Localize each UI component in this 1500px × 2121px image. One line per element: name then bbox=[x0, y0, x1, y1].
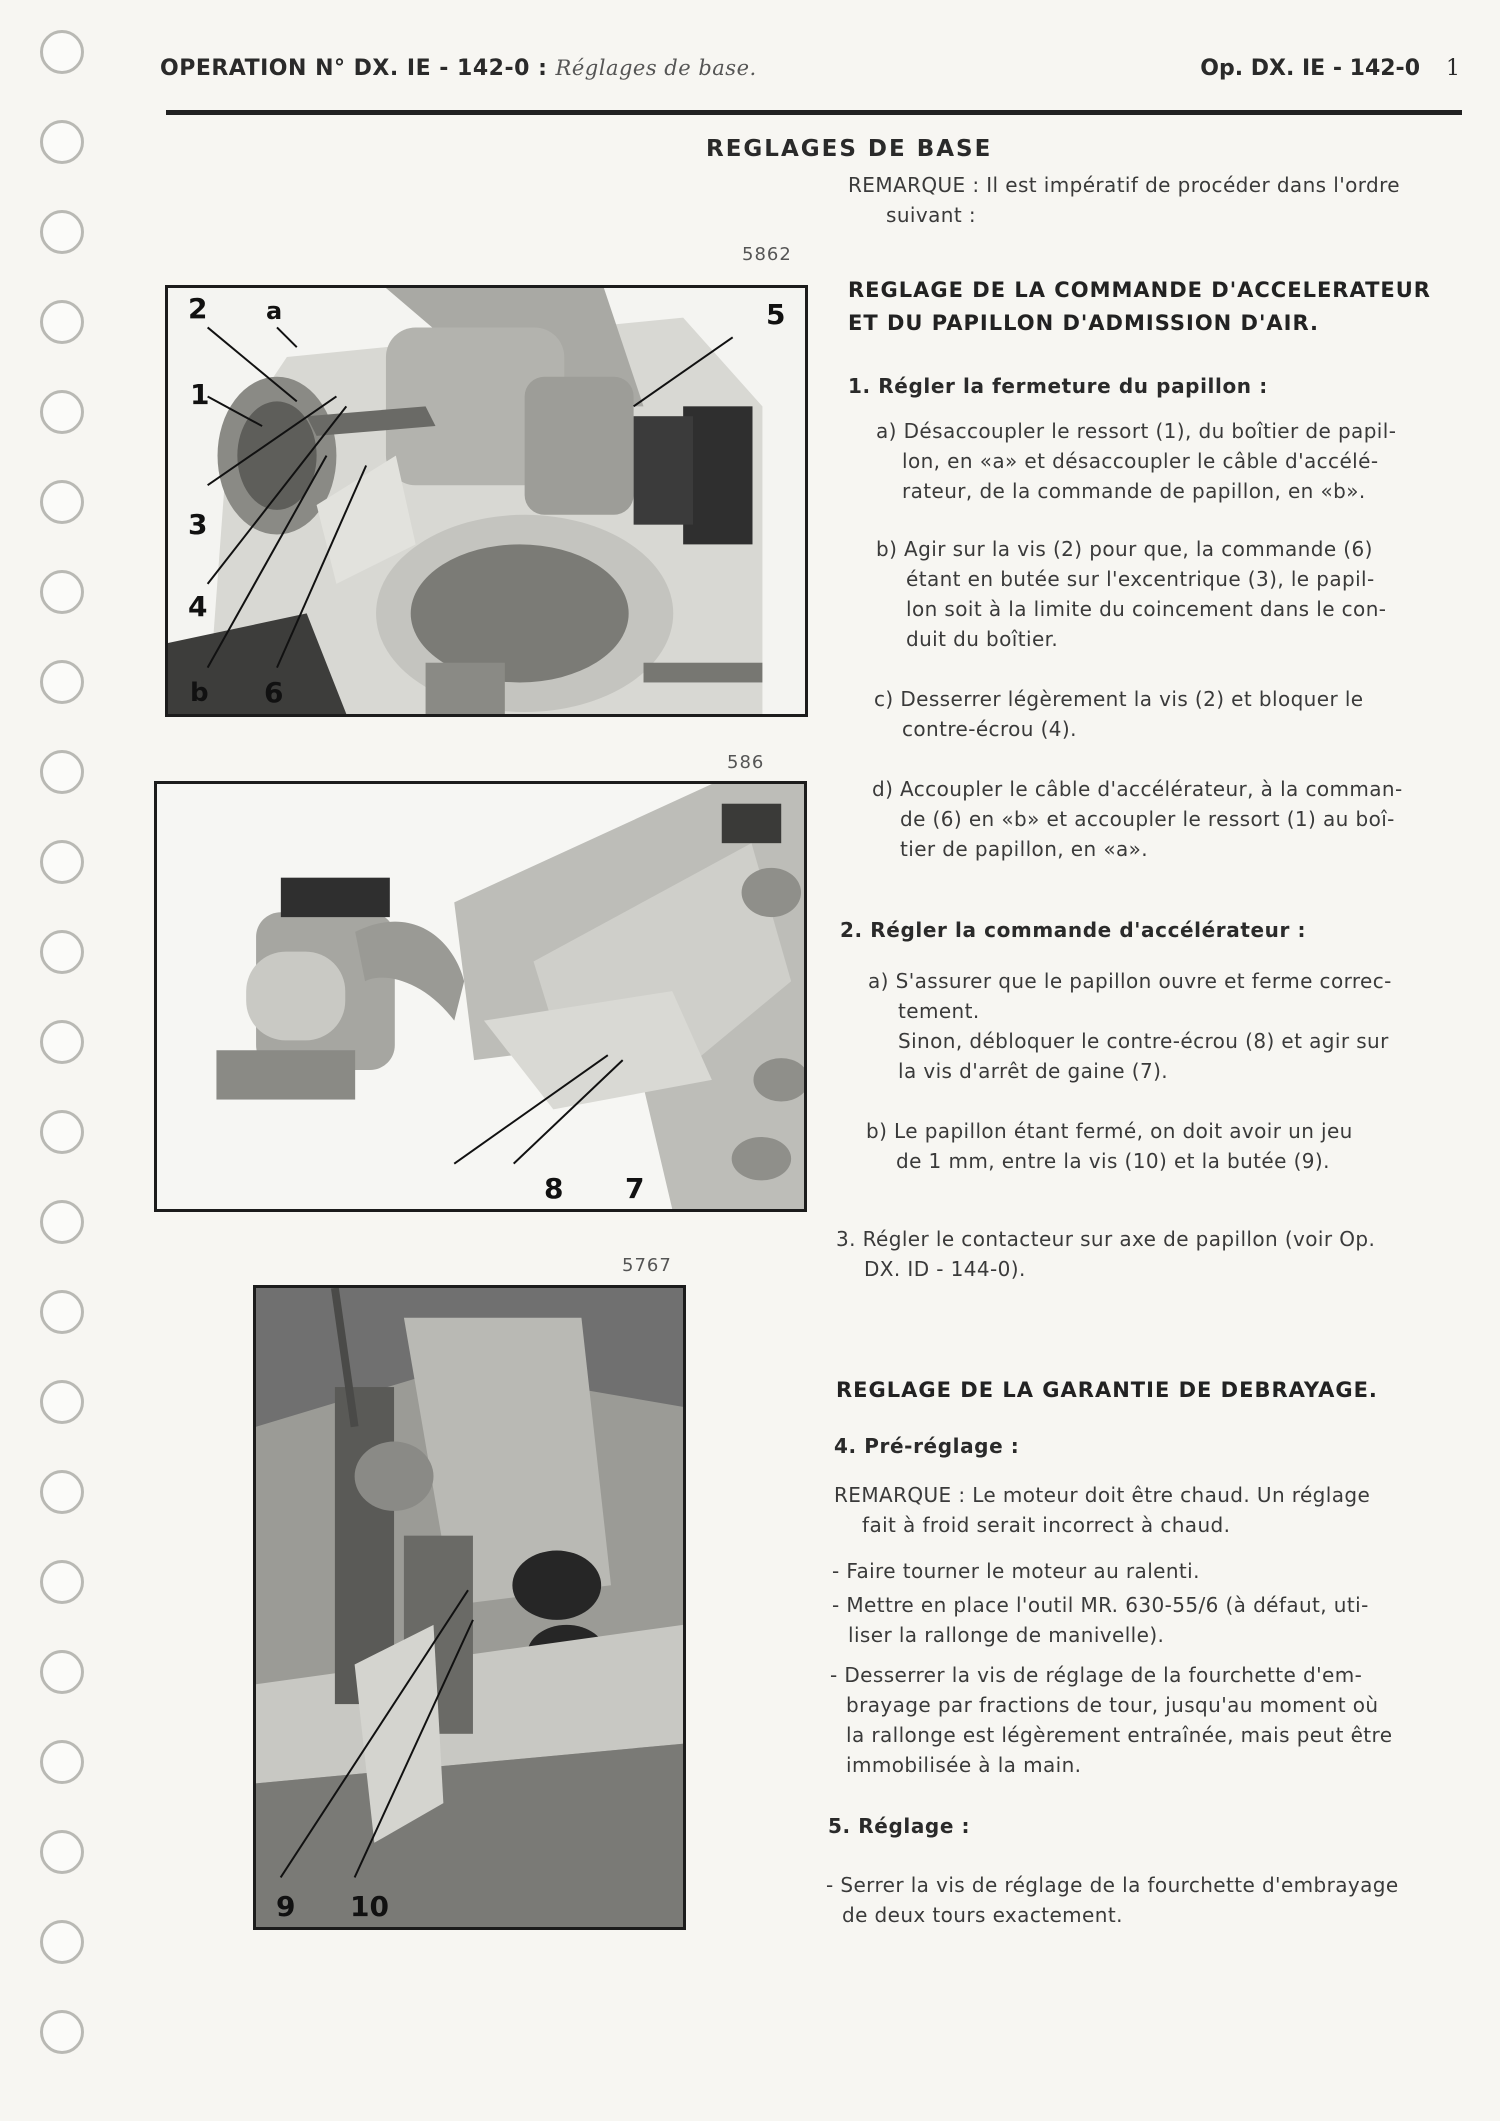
binder-hole bbox=[40, 1020, 84, 1064]
binder-hole bbox=[40, 390, 84, 434]
step-4-title: 4. Pré-réglage : bbox=[834, 1434, 1020, 1458]
callout-9: 9 bbox=[276, 1890, 296, 1923]
callout-3: 3 bbox=[188, 508, 208, 541]
step-4-item-line: immobilisée à la main. bbox=[846, 1753, 1082, 1777]
step-4-item-line: - Faire tourner le moteur au ralenti. bbox=[832, 1559, 1200, 1583]
step-1d-line: tier de papillon, en «a». bbox=[900, 837, 1149, 861]
step-4-item-line: liser la rallonge de manivelle). bbox=[848, 1623, 1165, 1647]
step-3-line: DX. ID - 144-0). bbox=[864, 1257, 1026, 1281]
photo-intake-manifold bbox=[154, 781, 807, 1212]
binder-hole bbox=[40, 2010, 84, 2054]
photo-throttle-body bbox=[165, 285, 808, 717]
step-1c-line: c) Desserrer légèrement la vis (2) et bloquer le bbox=[874, 687, 1364, 711]
step-1-title: 1. Régler la fermeture du papillon : bbox=[848, 374, 1268, 398]
step-2a-line: la vis d'arrêt de gaine (7). bbox=[898, 1059, 1169, 1083]
callout-10: 10 bbox=[350, 1890, 389, 1923]
callout-2: 2 bbox=[188, 292, 208, 325]
step-5-item-line: - Serrer la vis de réglage de la fourchette d'embrayage bbox=[826, 1873, 1399, 1897]
page-title: REGLAGES DE BASE bbox=[706, 136, 993, 162]
step-1a-line: rateur, de la commande de papillon, en «b». bbox=[902, 479, 1366, 503]
binder-hole bbox=[40, 1920, 84, 1964]
step-1d-line: de (6) en «b» et accoupler le ressort (1) au boî- bbox=[900, 807, 1395, 831]
operation-ref: Op. DX. IE - 142-0 bbox=[1200, 56, 1420, 81]
step-4-remark-line: REMARQUE : Le moteur doit être chaud. Un réglage bbox=[834, 1483, 1371, 1507]
photo-number: 5862 bbox=[742, 244, 792, 265]
binder-hole bbox=[40, 1470, 84, 1514]
throttle-body-illustration bbox=[168, 288, 805, 714]
intake-manifold-illustration bbox=[157, 784, 804, 1209]
step-4-item-line: - Desserrer la vis de réglage de la fourchette d'em- bbox=[830, 1663, 1363, 1687]
step-2a-line: tement. bbox=[898, 999, 980, 1023]
operation-subtitle: Réglages de base. bbox=[555, 56, 757, 80]
binder-hole bbox=[40, 1740, 84, 1784]
section-heading: REGLAGE DE LA GARANTIE DE DEBRAYAGE. bbox=[836, 1378, 1378, 1402]
step-1c-line: contre-écrou (4). bbox=[902, 717, 1077, 741]
step-2b-line: de 1 mm, entre la vis (10) et la butée (9). bbox=[896, 1149, 1330, 1173]
step-2-title: 2. Régler la commande d'accélérateur : bbox=[840, 918, 1307, 942]
operation-title bbox=[160, 56, 757, 81]
step-2b-line: b) Le papillon étant fermé, on doit avoir un jeu bbox=[866, 1119, 1353, 1143]
step-2a-line: a) S'assurer que le papillon ouvre et ferme correc- bbox=[868, 969, 1392, 993]
step-1d-line: d) Accoupler le câble d'accélérateur, à la comman- bbox=[872, 777, 1403, 801]
step-4-item-line: - Mettre en place l'outil MR. 630-55/6 (à défaut, uti- bbox=[832, 1593, 1369, 1617]
step-5-title: 5. Réglage : bbox=[828, 1814, 971, 1838]
photo-number: 586 bbox=[727, 752, 765, 773]
callout-5: 5 bbox=[766, 298, 786, 331]
binder-hole bbox=[40, 210, 84, 254]
step-4-item-line: brayage par fractions de tour, jusqu'au moment où bbox=[846, 1693, 1379, 1717]
operation-number: OPERATION N° DX. IE - 142-0 : bbox=[160, 56, 548, 81]
binder-hole bbox=[40, 660, 84, 704]
binder-hole bbox=[40, 30, 84, 74]
page-header bbox=[160, 56, 1460, 96]
step-5-item-line: de deux tours exactement. bbox=[842, 1903, 1123, 1927]
step-1a-line: lon, en «a» et désaccoupler le câble d'accélé- bbox=[902, 449, 1379, 473]
binder-hole bbox=[40, 570, 84, 614]
callout-8: 8 bbox=[544, 1172, 564, 1205]
step-1b-line: étant en butée sur l'excentrique (3), le papil- bbox=[906, 567, 1375, 591]
binder-hole bbox=[40, 1200, 84, 1244]
binder-hole bbox=[40, 1110, 84, 1154]
step-2a-line: Sinon, débloquer le contre-écrou (8) et agir sur bbox=[898, 1029, 1389, 1053]
photo-number: 5767 bbox=[622, 1255, 672, 1276]
step-1b-line: duit du boîtier. bbox=[906, 627, 1059, 651]
binder-hole bbox=[40, 120, 84, 164]
binder-hole bbox=[40, 930, 84, 974]
step-1b-line: b) Agir sur la vis (2) pour que, la commande (6) bbox=[876, 537, 1373, 561]
callout-1: 1 bbox=[190, 378, 210, 411]
step-3-line: 3. Régler le contacteur sur axe de papillon (voir Op. bbox=[836, 1227, 1376, 1251]
binder-hole bbox=[40, 480, 84, 524]
callout-7: 7 bbox=[625, 1172, 645, 1205]
callout-b: b bbox=[190, 678, 209, 708]
callout-a: a bbox=[266, 297, 283, 325]
remark-line: REMARQUE : Il est impératif de procéder dans l'ordre bbox=[848, 173, 1400, 197]
binder-hole bbox=[40, 840, 84, 884]
section-heading: REGLAGE DE LA COMMANDE D'ACCELERATEUR bbox=[848, 278, 1431, 302]
binder-holes bbox=[40, 30, 90, 2080]
binder-hole bbox=[40, 1380, 84, 1424]
binder-hole bbox=[40, 1830, 84, 1874]
binder-hole bbox=[40, 1650, 84, 1694]
callout-6: 6 bbox=[264, 676, 284, 709]
clutch-fork-illustration bbox=[256, 1288, 683, 1927]
binder-hole bbox=[40, 300, 84, 344]
photo-clutch-fork bbox=[253, 1285, 686, 1930]
section-heading: ET DU PAPILLON D'ADMISSION D'AIR. bbox=[848, 311, 1320, 335]
callout-4: 4 bbox=[188, 590, 208, 623]
step-4-item-line: la rallonge est légèrement entraînée, mais peut être bbox=[846, 1723, 1393, 1747]
header-rule bbox=[166, 110, 1462, 115]
remark-line: suivant : bbox=[886, 203, 976, 227]
step-1b-line: lon soit à la limite du coincement dans le con- bbox=[906, 597, 1387, 621]
page-number: 1 bbox=[1446, 56, 1460, 81]
step-4-remark-line: fait à froid serait incorrect à chaud. bbox=[862, 1513, 1231, 1537]
binder-hole bbox=[40, 1290, 84, 1334]
binder-hole bbox=[40, 750, 84, 794]
step-1a-line: a) Désaccoupler le ressort (1), du boîtier de papil- bbox=[876, 419, 1397, 443]
binder-hole bbox=[40, 1560, 84, 1604]
